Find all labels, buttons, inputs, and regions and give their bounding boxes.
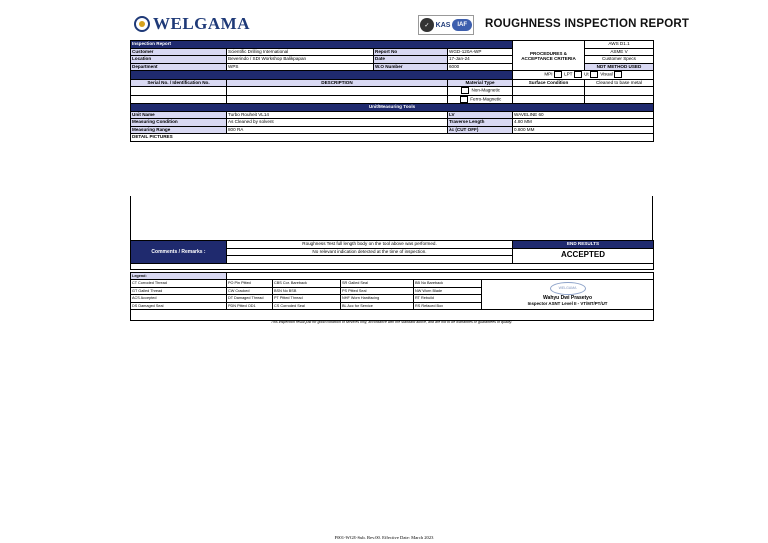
department-value: WPS bbox=[227, 63, 374, 71]
report-no-value: WGD-120A-WP bbox=[448, 48, 513, 56]
location-label: Location bbox=[131, 56, 227, 64]
material-option: Ferro-Magnetic bbox=[448, 95, 513, 103]
material-column-header: Material Type bbox=[448, 79, 513, 87]
description-column-header: DESCRIPTION bbox=[227, 79, 448, 87]
form-footer: F001-WGE-Sub. Rev.00. Effective Date: March 2023 bbox=[334, 535, 434, 540]
comments-line-3 bbox=[227, 256, 513, 264]
legend-entry: RT Rebuild bbox=[414, 295, 482, 302]
legend-entry: GT Galled Thread bbox=[131, 287, 227, 294]
wo-number-label: W.O Number bbox=[374, 63, 448, 71]
company-logo bbox=[134, 14, 250, 34]
detail-pictures-label: DETAIL PICTURES bbox=[131, 134, 654, 142]
measuring-condition-label: Measuring Condition bbox=[131, 119, 227, 127]
description-cell bbox=[227, 95, 448, 103]
inspection-header-table bbox=[130, 40, 654, 142]
unit-tools-header: Unit/Measuring Tools bbox=[131, 103, 654, 111]
ndt-method-ut: Ut bbox=[584, 72, 589, 78]
inspector-role: Inspector ASNT Level II - VT/MT/PT/UT bbox=[527, 301, 608, 307]
mpi-checkbox[interactable] bbox=[554, 71, 562, 78]
non-magnetic-checkbox[interactable] bbox=[461, 87, 469, 94]
inspector-name: Wahyu Dwi Prasetyo bbox=[543, 294, 593, 301]
cutoff-label: λc (CUT OFF) bbox=[448, 126, 513, 134]
results-table bbox=[130, 240, 654, 270]
serial-column-header: Serial No. / Identification No. bbox=[131, 79, 227, 87]
kas-badge: KAS bbox=[435, 21, 451, 29]
wo-number-value: 6000 bbox=[448, 63, 513, 71]
measuring-range-value: 800 RA bbox=[227, 126, 448, 134]
disclaimer-note: This inspection result just for good condition of services only, accordance with the standard above, and are not to be warranties or guarantees of quality. bbox=[270, 320, 513, 324]
legend-entry: BL Acc for Service bbox=[341, 302, 414, 309]
serial-cell bbox=[131, 87, 227, 95]
accreditation-seal-icon: ✓ bbox=[420, 18, 434, 32]
legend-entry: RS Refaced Box bbox=[414, 302, 482, 309]
report-title: ROUGHNESS INSPECTION REPORT bbox=[485, 18, 690, 30]
customer-label: Customer bbox=[131, 48, 227, 56]
report-no-label: Report No bbox=[374, 48, 448, 56]
legend-title: Legend: bbox=[131, 273, 227, 280]
date-value: 17-Jan-24 bbox=[448, 56, 513, 64]
header-divider-bar bbox=[131, 71, 513, 79]
blank-cell bbox=[513, 95, 585, 103]
inspector-signature bbox=[482, 280, 654, 310]
legend-entry: PDN Pitted OD1 bbox=[227, 302, 273, 309]
measuring-condition-value: As Cleaned by solvent bbox=[227, 119, 448, 127]
ut-checkbox[interactable] bbox=[590, 71, 598, 78]
legend-entry: PO Pin Pitted bbox=[227, 280, 273, 287]
legend-entry: CS Corroded Seal bbox=[273, 302, 341, 309]
legend-entry: SR Galled Seal bbox=[341, 280, 414, 287]
cutoff-value: 0.800 MM bbox=[513, 126, 654, 134]
blank-cell bbox=[585, 87, 654, 95]
customer-value: Scientific Drilling International bbox=[227, 48, 374, 56]
legend-entry: PS Pitted Seal bbox=[341, 287, 414, 294]
visual-checkbox[interactable] bbox=[614, 71, 622, 78]
procedure-item: Customer Specs bbox=[585, 56, 654, 64]
ndt-method-mpi: MPI bbox=[544, 72, 553, 78]
legend-entry: CW Cracked bbox=[227, 287, 273, 294]
legend-title-blank bbox=[227, 273, 654, 280]
unit-name-value: Turbo Rouheit VL14 bbox=[227, 111, 448, 119]
footnote-row bbox=[131, 310, 654, 321]
legend-entry: NHF Worn Hardfacing bbox=[341, 295, 414, 302]
legend-entry: PT Pitted Thread bbox=[273, 295, 341, 302]
procedure-item: ASME V bbox=[585, 48, 654, 56]
material-option: Non-Magnetic bbox=[448, 87, 513, 95]
procedure-item: AWS D1.1 bbox=[585, 41, 654, 49]
location-value: Beverindo / SDI Workshop Balikpapan bbox=[227, 56, 374, 64]
comments-line-2: No relevant indication detected at the time of inspection. bbox=[227, 248, 513, 256]
iaf-badge: IAF bbox=[452, 19, 472, 31]
legend-entry: ACS Accepted bbox=[131, 295, 227, 302]
date-label: Date bbox=[374, 56, 448, 64]
detail-pictures-area bbox=[130, 196, 653, 240]
serial-cell bbox=[131, 95, 227, 103]
certification-badges bbox=[418, 15, 474, 35]
blank-cell bbox=[585, 95, 654, 103]
procedures-label: PROCEDURES & ACCEPTANCE CRITERIA bbox=[513, 41, 585, 71]
surface-condition-label: Surface Condition bbox=[513, 79, 585, 87]
end-results-header: END RESULTS bbox=[513, 241, 654, 249]
spacer-row bbox=[131, 263, 654, 269]
unit-name-label: Unit Name bbox=[131, 111, 227, 119]
legend-entry: BSN No BSB bbox=[273, 287, 341, 294]
ndt-method-options bbox=[513, 71, 654, 79]
comments-label: Comments / Remarks : bbox=[131, 241, 227, 264]
end-result-value: ACCEPTED bbox=[513, 248, 654, 263]
ndt-method-header: NDT METHOD USED bbox=[585, 63, 654, 71]
comments-line-1: Roughness Test full length body on the tool above was performed. bbox=[227, 241, 513, 249]
measuring-range-label: Measuring Range bbox=[131, 126, 227, 134]
ferro-magnetic-checkbox[interactable] bbox=[460, 96, 468, 103]
ndt-method-lpt: LPT bbox=[564, 72, 573, 78]
description-cell bbox=[227, 87, 448, 95]
legend-entry: CBS Cor. Bareback bbox=[273, 280, 341, 287]
logo-text: WELGAMA bbox=[153, 14, 250, 33]
department-label: Department bbox=[131, 63, 227, 71]
traverse-length-label: Traverse Length bbox=[448, 119, 513, 127]
traverse-length-value: 4.80 MM bbox=[513, 119, 654, 127]
legend-entry: BB No Bareback bbox=[414, 280, 482, 287]
logo-emblem-icon bbox=[134, 16, 150, 32]
inspection-report-header: Inspection Report bbox=[131, 41, 513, 49]
ndt-method-visual: Visual bbox=[600, 72, 613, 78]
lv-value: WAVELINE 60 bbox=[513, 111, 654, 119]
legend-entry: NW Worn Blade bbox=[414, 287, 482, 294]
lpt-checkbox[interactable] bbox=[574, 71, 582, 78]
legend-entry: DT Damaged Thread bbox=[227, 295, 273, 302]
legend-table bbox=[130, 272, 654, 321]
blank-cell bbox=[513, 87, 585, 95]
surface-condition-value: Cleaned to base metal bbox=[585, 79, 654, 87]
lv-label: LV bbox=[448, 111, 513, 119]
legend-entry: DS Damaged Seal bbox=[131, 302, 227, 309]
signature-stamp: WELGAMA bbox=[550, 282, 586, 295]
legend-entry: CT Corroded Thread bbox=[131, 280, 227, 287]
